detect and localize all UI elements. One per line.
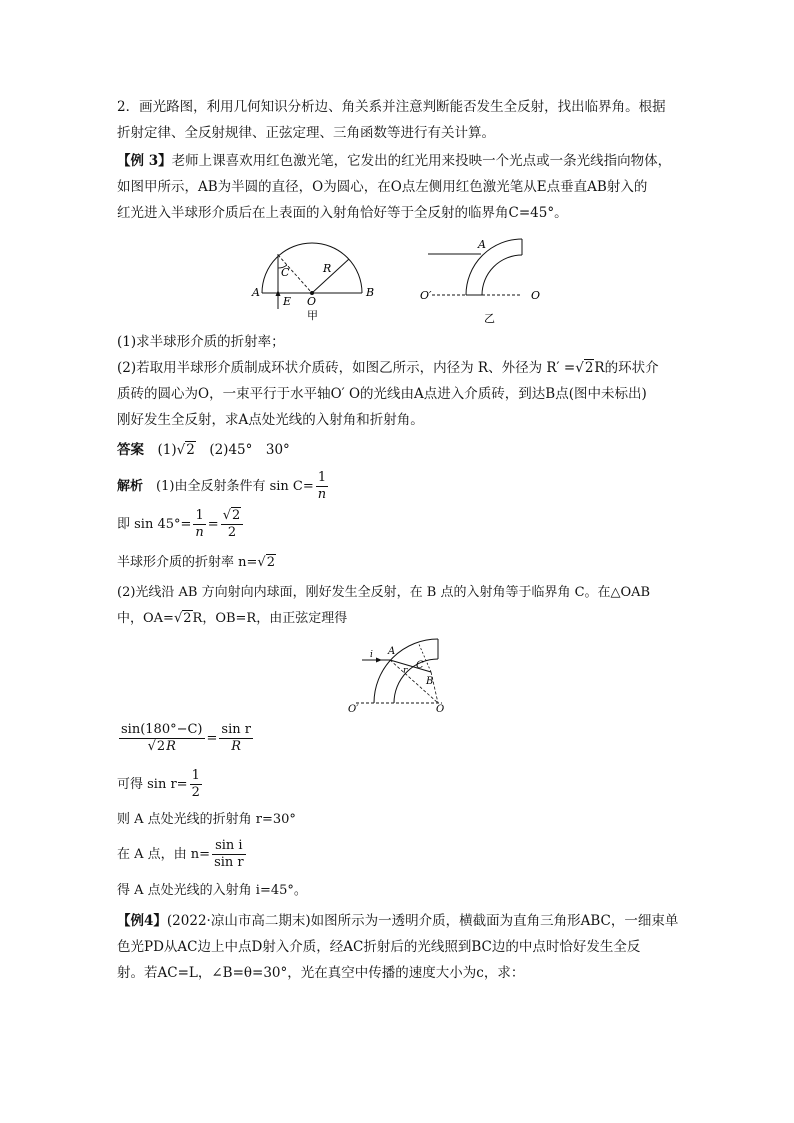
answer-1: (1) xyxy=(157,442,177,458)
ji-den1: n xyxy=(195,525,204,540)
fig-jia-label-E: E xyxy=(283,295,292,308)
part2-line-1: (2)光线沿 AB 方向射向内球面，刚好发生全反射，在 B 点的入射角等于临界角 C。在△OAB xyxy=(117,585,651,600)
part2-line-2: 中，OA=√2R，OB=R，由正弦定理得 xyxy=(117,611,348,626)
example4-tag: 【例4】 xyxy=(117,913,167,929)
fig3-label-A: A xyxy=(388,646,396,657)
p2-line2-part-a: 中，OA= xyxy=(117,611,174,626)
sine-law-line: $\frac{\sin(180^\circ-C)}{√2R}$ = $\frac{\text{sin r}}{R}$ xyxy=(121,722,251,754)
sinC-den: n xyxy=(317,487,327,502)
sqrt-2: 2 xyxy=(584,360,594,376)
fig-jia-label-O: O xyxy=(307,295,317,308)
at-A-text: 在 A 点，由 n= xyxy=(117,847,211,862)
figure-solution xyxy=(348,637,453,717)
fig3-label-C: C xyxy=(416,660,424,671)
ji-den2: 2 xyxy=(227,525,237,540)
ji-fraction-2 xyxy=(221,508,244,541)
ji-num2-sqrt: 2 xyxy=(231,508,241,523)
example3-q2-line-1 xyxy=(117,358,687,378)
p2-sqrt-2: 2 xyxy=(183,611,192,626)
example3-line-2: 如图甲所示，AB为半圆的直径，O为圆心，在O点左侧用红色激光笔从E点垂直AB射入的 xyxy=(117,179,648,195)
fig-yi-label-A: A xyxy=(478,238,486,251)
analysis-line-ji xyxy=(117,508,687,542)
fig3-label-i: i xyxy=(370,650,373,660)
example3-tag: 【例 3】 xyxy=(117,153,172,169)
n-den: sin r xyxy=(214,855,244,870)
example3-q1: (1)求半球形介质的折射率； xyxy=(117,334,285,350)
example4-line-1 xyxy=(117,911,687,931)
sine-left-den-sqrt: 2 xyxy=(156,739,166,754)
index-line: 半球形介质的折射率 n=√2 xyxy=(117,555,275,570)
index-sqrt-2: 2 xyxy=(266,555,275,570)
example3-q2-line-2: 质砖的圆心为O，一束平行于水平轴O′ O的光线由A点进入介质砖，到达B点(图中未标出) xyxy=(117,386,647,402)
fig-yi-caption: 乙 xyxy=(484,312,495,325)
fig-jia-label-R: R xyxy=(323,262,332,275)
q2-line1-part-a: (2)若取用半球形介质制成环状介质砖，如图乙所示，内径为 R、外径为 R′ = xyxy=(117,360,576,376)
n-num: sin i xyxy=(212,838,246,855)
fig-jia-label-C: C xyxy=(281,266,290,279)
sine-left-fraction xyxy=(119,722,205,755)
incidence-line: 得 A 点处光线的入射角 i=45°。 xyxy=(117,883,307,898)
intro-line-1: 2．画光路图，利用几何知识分析边、角关系并注意判断能否发生全反射，找出临界角。根据 xyxy=(117,99,666,115)
fig-yi-label-O: O xyxy=(531,289,541,302)
sinC-fraction xyxy=(316,470,328,503)
example4-line-3: 射。若AC=L，∠B=θ=30°，光在真空中传播的速度大小为c，求： xyxy=(117,965,525,981)
fig3-label-O: O xyxy=(436,704,445,715)
sine-right-fraction xyxy=(219,722,253,755)
half-den: 2 xyxy=(191,785,200,800)
analysis-label: 解析 xyxy=(117,479,144,494)
sqrt-symbol: √ xyxy=(575,360,584,376)
example3-line-1 xyxy=(117,151,687,171)
n-fraction xyxy=(212,838,246,871)
analysis-line-1 xyxy=(117,470,687,504)
intro-line-2: 折射定律、全反射规律、正弦定理、三角函数等进行有关计算。 xyxy=(117,125,495,141)
half-num: 1 xyxy=(191,768,200,783)
figure-jia xyxy=(248,234,378,326)
get-sinr-text: 可得 sin r= xyxy=(117,777,188,792)
sine-left-den-R: R xyxy=(166,739,176,754)
example3-line-3: 红光进入半球形介质后在上表面的入射角恰好等于全反射的临界角C=45°。 xyxy=(117,205,568,221)
fig3-label-B: B xyxy=(426,676,434,687)
answer-2: (2)45° 30° xyxy=(209,442,290,458)
fig-yi-label-Oprime: O′ xyxy=(420,289,432,302)
example4-line-2: 色光PD从AC边上中点D射入介质，经AC折射后的光线照到BC边的中点时恰好发生全反 xyxy=(117,939,641,955)
example3-text-1: 老师上课喜欢用红色激光笔，它发出的红光用来投映一个光点或一条光线指向物体， xyxy=(171,153,672,169)
fig-jia-label-B: B xyxy=(366,286,375,299)
ji-num1: 1 xyxy=(193,508,205,525)
index-text: 半球形介质的折射率 n= xyxy=(117,555,258,570)
fig-jia-caption: 甲 xyxy=(307,309,318,322)
get-sinr-line xyxy=(117,768,687,802)
answer-label: 答案 xyxy=(117,442,144,458)
fig-jia-label-A: A xyxy=(252,286,260,299)
answer-line xyxy=(117,440,687,460)
refraction-line: 则 A 点处光线的折射角 r=30° xyxy=(117,812,296,827)
figure-yi xyxy=(418,234,553,326)
sine-left-num: sin(180°−C) xyxy=(121,722,203,737)
ji-num2: √2 xyxy=(221,508,244,525)
answer-sqrt-2: 2 xyxy=(186,442,195,458)
ji-prefix: 即 sin 45°= xyxy=(117,517,192,532)
sinC-num: 1 xyxy=(316,470,328,487)
p2-line2-part-b: R，OB=R，由正弦定理得 xyxy=(192,611,348,626)
sine-right-den: R xyxy=(231,739,242,754)
at-A-line xyxy=(117,836,687,874)
fig3-label-r: r xyxy=(403,666,408,676)
sqrt-symbol: √ xyxy=(176,442,186,458)
q2-line1-part-b: R的环状介 xyxy=(594,360,659,376)
ji-fraction-1 xyxy=(193,508,205,541)
fig3-label-Oprime: O′ xyxy=(348,704,359,715)
sine-right-num: sin r xyxy=(221,722,251,737)
sine-left-den: √2R xyxy=(147,739,176,754)
example4-text-1: (2022·凉山市高二期末)如图所示为一透明介质，横截面为直角三角形ABC，一细束单 xyxy=(166,913,679,929)
analysis-text-1: (1)由全反射条件有 sin C= xyxy=(156,479,314,494)
half-fraction xyxy=(190,768,202,801)
ji-eq: = xyxy=(207,517,219,532)
example3-q2-line-3: 刚好发生全反射，求A点处光线的入射角和折射角。 xyxy=(117,412,424,428)
